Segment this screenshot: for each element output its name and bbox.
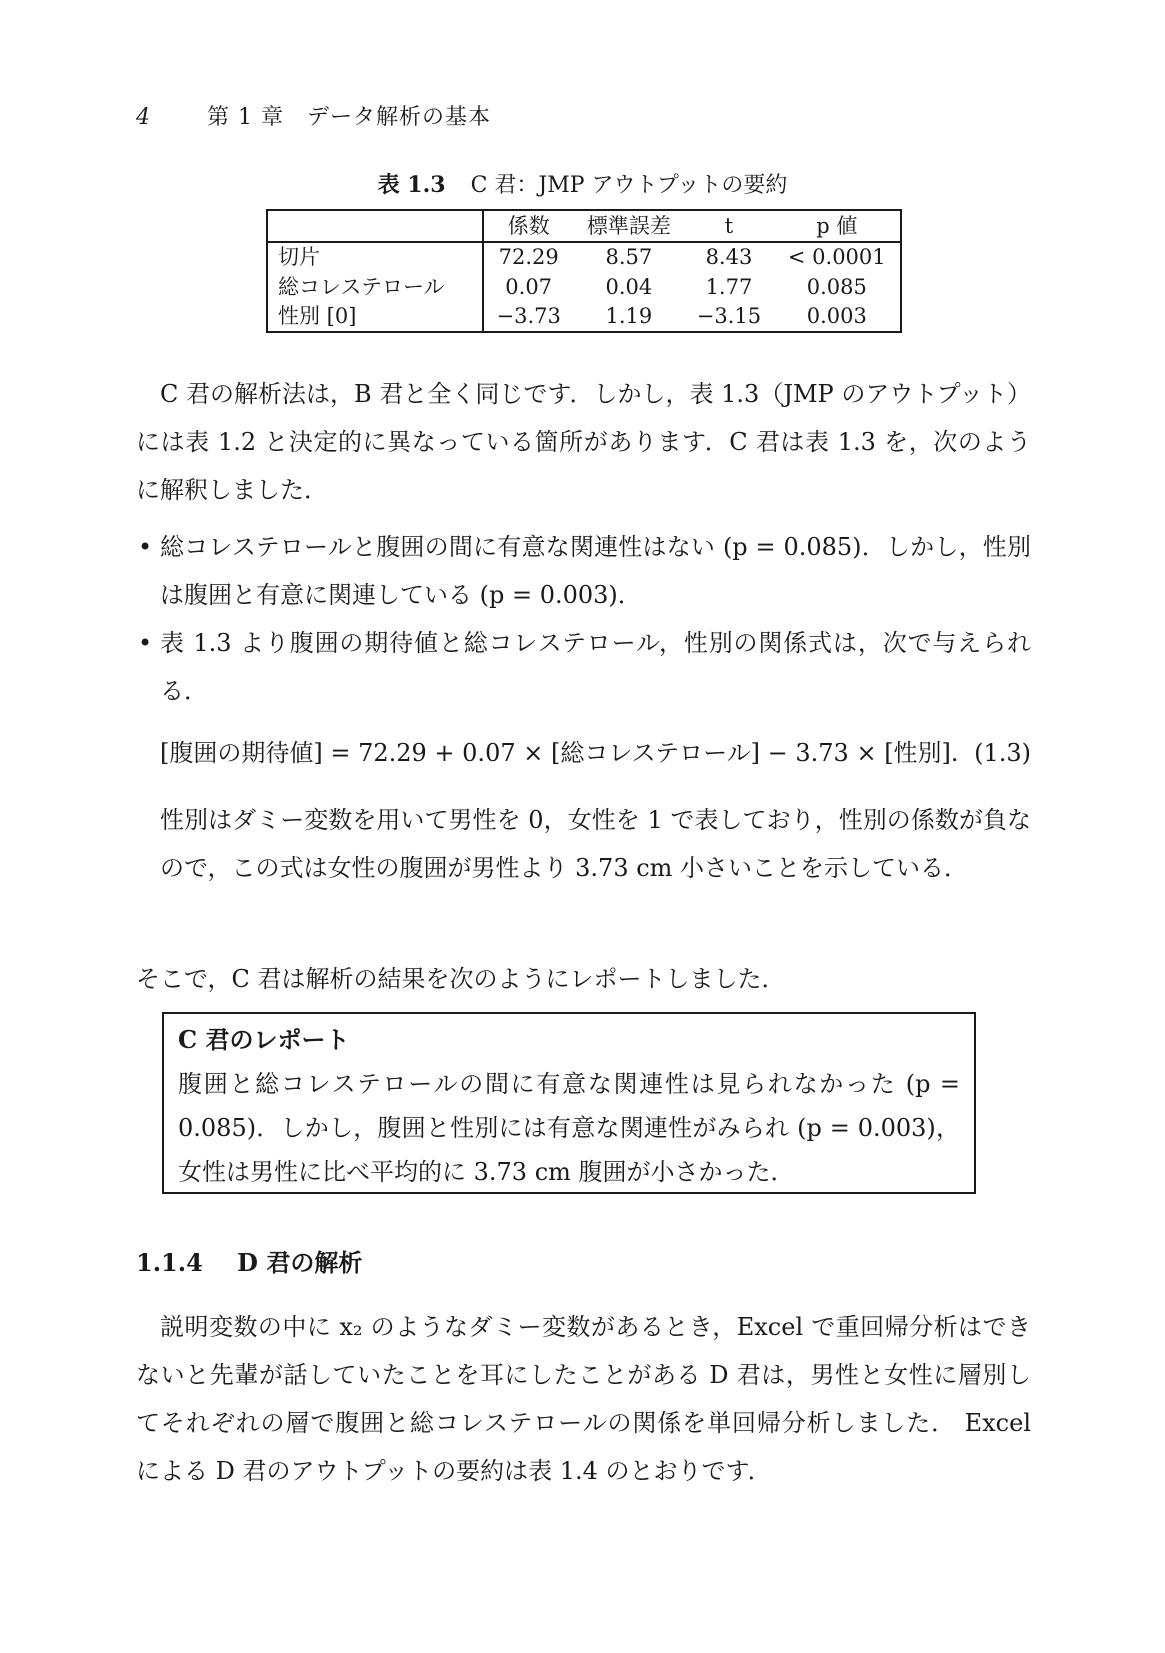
- list-item: • 表 1.3 より腹囲の期待値と総コレステロール，性別の関係式は，次で与えられる．: [136, 619, 1031, 715]
- equation-1-3: [160, 729, 1031, 777]
- table-cell: 1.19: [605, 303, 653, 328]
- header-cell-coef: 係数: [483, 210, 573, 242]
- body-paragraph-2: 性別はダミー変数を用いて男性を 0，女性を 1 で表しており，性別の係数が負なので，この式は女性の腹囲が男性より 3.73 cm 小さいことを示している．: [160, 806, 1031, 882]
- table-cell: 0.07: [505, 274, 553, 299]
- report-body: 腹囲と総コレステロールの間に有意な関連性は見られなかった (p = 0.085)．しかし，腹囲と性別には有意な関連性がみられ (p = 0.003)，女性は男性に比べ平均的に 3.73 cm 腹囲が小さかった．: [178, 1070, 960, 1186]
- table-caption-label: 表 1.3: [377, 172, 446, 198]
- body-paragraph-4: 説明変数の中に x₂ のようなダミー変数があるとき，Excel で重回帰分析はできないと先輩が話していたことを耳にしたことがある D 君は，男性と女性に層別してそれぞれの層で腹囲と総コレステロールの関係を単回帰分析しました． Excel による D 君のアウトプットの要約は表 1.4 のとおりです．: [136, 1313, 1031, 1485]
- table-header-row: [267, 210, 901, 242]
- jmp-summary-table: [266, 209, 902, 333]
- table-cell: −3.73: [496, 303, 561, 328]
- table-row: [267, 302, 901, 332]
- body-paragraph-3: そこで，C 君は解析の結果を次のようにレポートしました．: [136, 965, 786, 993]
- equation-text: [腹囲の期待値] = 72.29 + 0.07 × [総コレステロール] − 3.73 × [性別].: [160, 739, 959, 767]
- table-cell: 72.29: [498, 245, 559, 270]
- table-cell: 0.04: [605, 274, 653, 299]
- table-cell: 8.43: [705, 245, 753, 270]
- report-title: C 君のレポート: [178, 1025, 350, 1054]
- chapter-title: 第 1 章 データ解析の基本: [207, 105, 491, 130]
- header-cell-se: 標準誤差: [573, 210, 684, 242]
- row-label: 切片: [267, 242, 483, 272]
- table-caption-text: C 君：JMP アウトプットの要約: [470, 173, 788, 198]
- running-head: [136, 100, 491, 131]
- table-cell: 1.77: [705, 274, 753, 299]
- report-box: [162, 1012, 976, 1194]
- section-number: 1.1.4: [136, 1248, 203, 1277]
- table-cell: 0.003: [806, 303, 867, 328]
- table-cell: 0.085: [806, 274, 867, 299]
- row-label: 性別 [0]: [267, 302, 483, 332]
- section-heading: [136, 1243, 362, 1278]
- list-item: • 総コレステロールと腹囲の間に有意な関連性はない (p = 0.085)．しかし，性別は腹囲と有意に関連している (p = 0.003)．: [136, 523, 1031, 619]
- body-paragraph-1: C 君の解析法は，B 君と全く同じです．しかし，表 1.3（JMP のアウトプット）には表 1.2 と決定的に異なっている箇所があります．C 君は表 1.3 を，次のように解釈しました．: [136, 380, 1031, 504]
- header-cell-t: t: [684, 210, 773, 242]
- row-label: 総コレステロール: [267, 273, 483, 302]
- header-cell-p: p 値: [774, 210, 901, 242]
- header-cell-blank: [267, 210, 483, 242]
- table-row: [267, 242, 901, 272]
- table-cell: −3.15: [696, 303, 762, 328]
- table-cell: < 0.0001: [787, 245, 886, 270]
- bullet-list: [136, 523, 1031, 715]
- table-row: [267, 273, 901, 302]
- table-caption: [0, 168, 1165, 199]
- page-number: 4: [136, 105, 151, 130]
- table-cell: 8.57: [605, 245, 653, 270]
- equation-number: (1.3): [974, 739, 1031, 767]
- section-title: D 君の解析: [237, 1248, 363, 1277]
